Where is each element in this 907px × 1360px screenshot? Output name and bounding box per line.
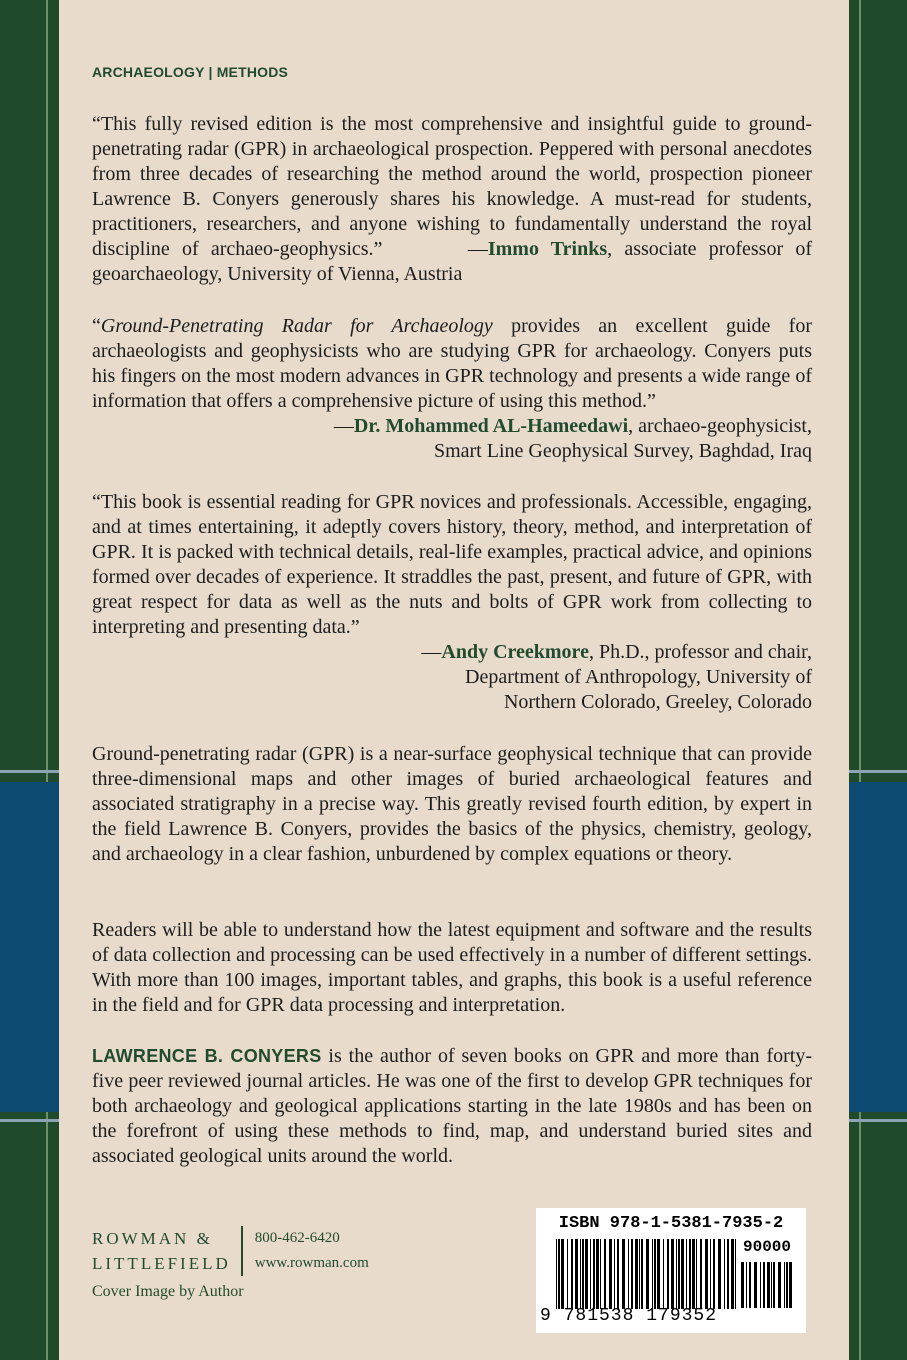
- barcode-bar: [593, 1239, 595, 1309]
- back-cover-panel: [59, 0, 849, 1360]
- publisher-name-line-2: LITTLEFIELD: [92, 1254, 231, 1273]
- publisher-phone: 800-462-6420: [254, 1230, 340, 1246]
- left-band-line: [0, 1119, 59, 1122]
- barcode-bar: [635, 1239, 638, 1309]
- barcode-bar: [678, 1239, 680, 1309]
- barcode-bar: [600, 1239, 601, 1309]
- blurb-2-name: Dr. Mohammed AL-Hameedawi: [353, 415, 629, 437]
- barcode-bar: [713, 1239, 715, 1309]
- barcode-bar: [590, 1239, 591, 1309]
- blurb-1-quote: “This fully revised edition is the most comprehensive and insightful guide to ground-penetrating radar (GPR) in archaeological prospection. Peppered with personal anecdotes from three decades of researching the method around the world, prospection pioneer Lawrence B. Conyers generously shares his knowledge. A must-read for students, practitioners, researchers, and anyone wishing to fundamentally understand the royal discipline of archaeo-geophysics.”: [92, 113, 812, 260]
- barcode-bar: [692, 1239, 695, 1309]
- barcode-bar: [671, 1239, 674, 1309]
- barcode-bar: [700, 1239, 702, 1309]
- price-barcode-bars: [741, 1262, 793, 1308]
- barcode-bar: [731, 1239, 734, 1309]
- barcode-bar: [705, 1239, 708, 1309]
- barcode-bar: [582, 1239, 584, 1309]
- right-band-line: [848, 1119, 907, 1122]
- barcode-bar: [604, 1239, 606, 1309]
- barcode-bar: [617, 1239, 619, 1309]
- barcode-bar: [754, 1262, 757, 1308]
- blurb-2-dash: —: [333, 415, 354, 437]
- barcode-bar: [596, 1239, 599, 1309]
- barcode-bar: [681, 1239, 684, 1309]
- blurb-1-name: Immo Trinks: [487, 238, 608, 260]
- right-stripe-line: [859, 0, 861, 1360]
- barcode-bar: [773, 1262, 775, 1308]
- barcode-bar: [786, 1262, 788, 1308]
- barcode-bar: [778, 1262, 781, 1308]
- blurb-3-dash: —: [421, 641, 442, 663]
- right-blue-band: [848, 782, 907, 1112]
- blurb-2: [92, 314, 812, 464]
- barcode-bar: [622, 1239, 625, 1309]
- publisher-logo: [92, 1226, 243, 1276]
- blurb-3-name: Andy Creekmore: [441, 641, 589, 663]
- author-name: LAWRENCE B. CONYERS: [92, 1046, 322, 1066]
- price-code: 90000: [742, 1238, 791, 1256]
- blurb-2-open-quote: “: [92, 315, 101, 337]
- publisher-block: [92, 1226, 369, 1276]
- blurb-1-affiliation: , associate professor of geoarchaeology, University of Vienna, Austria: [92, 238, 812, 285]
- isbn-barcode: [536, 1208, 806, 1333]
- blurb-3-quote: “This book is essential reading for GPR novices and professionals. Accessible, engaging, and at times entertaining, it adeptly covers history, theory, method, and interpretation of GPR. It is packed with technical details, real-life examples, practical advice, and opinions formed over decades of experience. It straddles the past, present, and future of GPR, with great respect for data as well as the nuts and bolts of GPR work from collecting to interpreting and presenting data.”: [92, 491, 812, 638]
- blurb-2-affiliation-1: , archaeo-geophysicist,: [628, 415, 812, 437]
- barcode-bar: [771, 1262, 772, 1308]
- left-border: [0, 0, 59, 1360]
- blurb-2-quote: provides an excellent guide for archaeologists and geophysicists who are studying GPR for archaeology. Conyers puts his fingers on the most modern advances in GPR technology and presents a wide range of information that offers a comprehensive picture of using this method.”: [92, 315, 812, 412]
- barcode-bar: [646, 1239, 649, 1309]
- blurb-1-text: [92, 112, 812, 287]
- left-stripe-line: [46, 0, 48, 1360]
- author-bio: [92, 1044, 812, 1169]
- barcode-bar: [614, 1239, 615, 1309]
- blurb-1-dash: —: [467, 238, 488, 260]
- blurb-1: [92, 112, 812, 287]
- author-bio-body: is the author of seven books on GPR and more than forty-five peer reviewed journal articles. He was one of the first to develop GPR techniques for both archaeology and geological applications starting in the late 1980s and has been on the forefront of using these methods to find, map, and understand buried sites and associated geological units around the world.: [92, 1045, 812, 1167]
- blurb-2-affiliation-2: Smart Line Geophysical Survey, Baghdad, Iraq: [433, 440, 812, 462]
- blurb-2-text: [92, 314, 812, 414]
- barcode-bar: [696, 1239, 697, 1309]
- barcode-bar: [741, 1262, 744, 1308]
- barcode-bar: [784, 1262, 785, 1308]
- barcode-bar: [663, 1239, 664, 1309]
- barcode-bar: [641, 1239, 643, 1309]
- barcode-bar: [686, 1239, 687, 1309]
- description-paragraph-2: Readers will be able to understand how the latest equipment and software and the results of data collection and processing can be used effectively in a number of different settings. With more than 100 images, important tables, and graphs, this book is a useful reference in the field and for GPR data processing and interpretation.: [92, 919, 812, 1016]
- barcode-bar: [652, 1239, 653, 1309]
- publisher-contact: [243, 1226, 369, 1276]
- barcode-bar: [575, 1239, 578, 1309]
- barcode-bar: [567, 1239, 568, 1309]
- publisher-website[interactable]: www.rowman.com: [254, 1255, 369, 1271]
- barcode-bar: [571, 1239, 573, 1309]
- left-blue-band: [0, 782, 59, 1112]
- left-band-line: [0, 770, 59, 773]
- category-label: ARCHAEOLOGY | METHODS: [92, 64, 289, 80]
- barcode-bar: [676, 1239, 677, 1309]
- barcode-bar: [763, 1262, 765, 1308]
- barcode-bar: [585, 1239, 588, 1309]
- barcode-bar: [654, 1239, 656, 1309]
- publisher-name-line-1: ROWMAN &: [92, 1229, 213, 1248]
- blurb-2-book-title: Ground-Penetrating Radar for Archaeology: [100, 315, 493, 337]
- description-paragraph-1: Ground-penetrating radar (GPR) is a near-surface geophysical technique that can provide three-dimensional maps and other images of buried archaeological features and associated stratigraphy in a precise way. This greatly revised fourth edition, by expert in the field Lawrence B. Conyers, provides the basics of the physics, chemistry, geology, and archaeology in a clear fashion, unburdened by complex equations or theory.: [92, 743, 812, 865]
- blurb-2-attribution: [92, 414, 812, 439]
- description-2: [92, 918, 812, 1018]
- barcode-bar: [710, 1239, 711, 1309]
- barcode-bar: [580, 1239, 581, 1309]
- barcode-bar: [724, 1239, 725, 1309]
- barcode-bar: [760, 1262, 761, 1308]
- barcode-bar: [639, 1239, 640, 1309]
- barcode-bar: [689, 1239, 691, 1309]
- barcode-bar: [628, 1239, 629, 1309]
- barcode-bar: [749, 1262, 751, 1308]
- barcode-bar: [556, 1239, 557, 1309]
- barcode-number: 9 781538 179352: [540, 1306, 718, 1326]
- barcode-bar: [718, 1239, 721, 1309]
- barcode-bar: [657, 1239, 660, 1309]
- right-border: [848, 0, 907, 1360]
- description-1: [92, 742, 812, 867]
- barcode-bar: [561, 1239, 564, 1309]
- blurb-3-affiliation-3: Northern Colorado, Greeley, Colorado: [503, 691, 812, 713]
- blurb-3: [92, 490, 812, 715]
- barcode-bar: [746, 1262, 747, 1308]
- ean-barcode-bars: [556, 1239, 738, 1309]
- barcode-bar: [727, 1239, 729, 1309]
- right-band-line: [848, 770, 907, 773]
- cover-credit: Cover Image by Author: [92, 1283, 244, 1300]
- author-bio-text: [92, 1044, 812, 1169]
- barcode-bar: [767, 1262, 770, 1308]
- barcode-bar: [789, 1262, 792, 1308]
- blurb-3-affiliation-1: , Ph.D., professor and chair,: [588, 641, 812, 663]
- isbn-label: ISBN 978-1-5381-7935-2: [558, 1214, 784, 1233]
- barcode-bar: [609, 1239, 612, 1309]
- barcode-bar: [667, 1239, 669, 1309]
- barcode-bar: [631, 1239, 633, 1309]
- barcode-bar: [558, 1239, 560, 1309]
- blurb-3-attribution: [92, 640, 812, 665]
- blurb-3-affiliation-2: Department of Anthropology, University of: [465, 666, 812, 688]
